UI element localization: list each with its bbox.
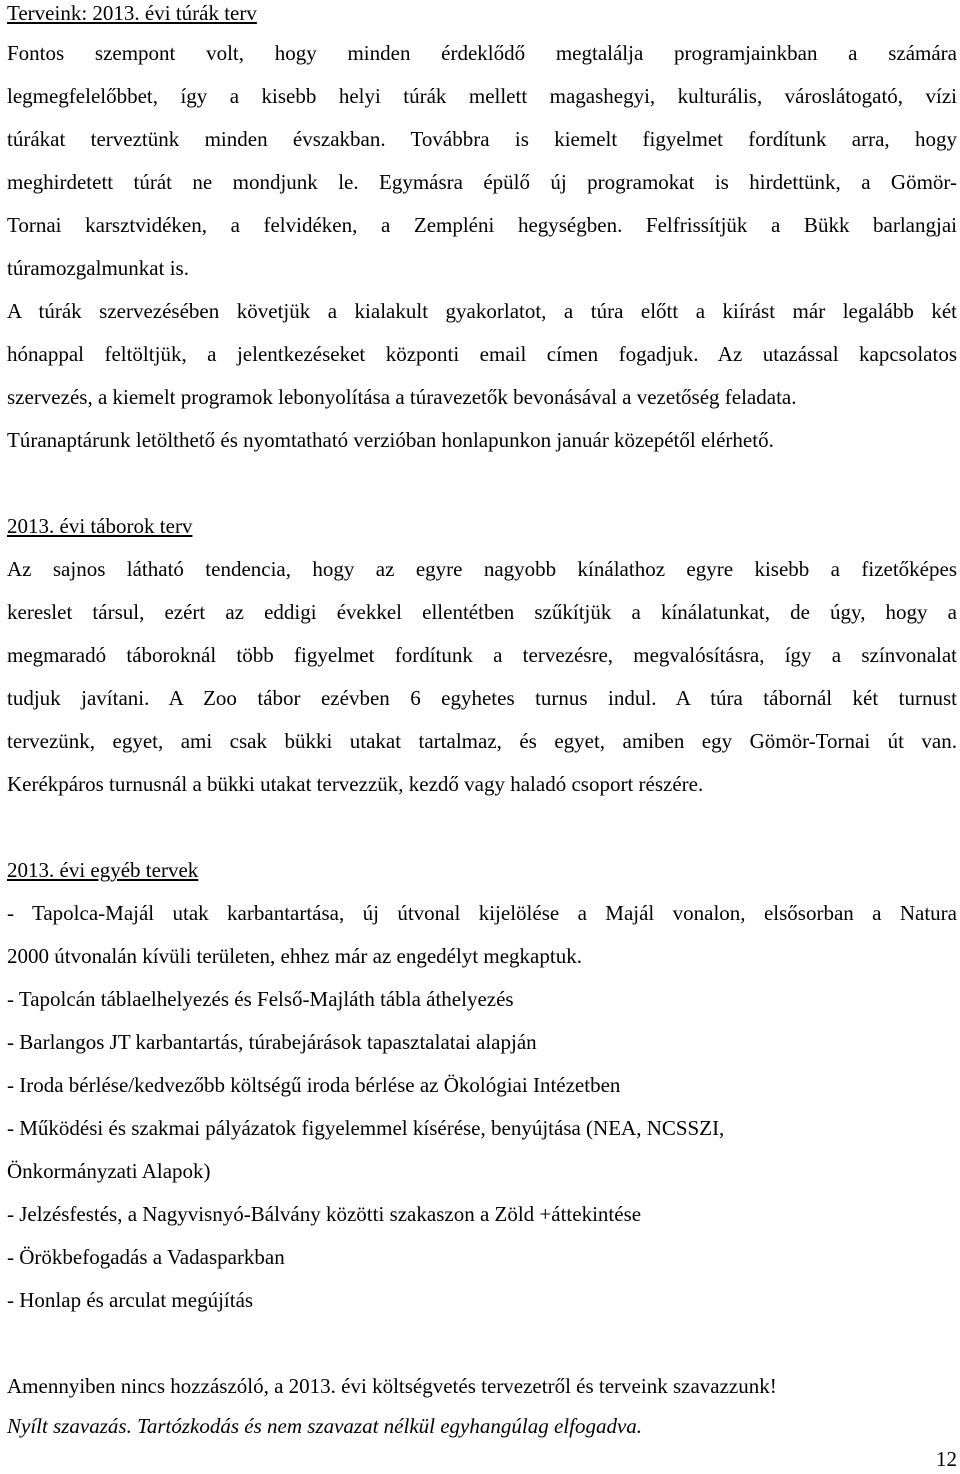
section-title-camps: 2013. évi táborok terv <box>7 514 193 538</box>
paragraph-line: Tornai karsztvidéken, a felvidéken, a Zempléni hegységben. Felfrissítjük a Bükk barlangjai <box>7 213 957 237</box>
list-item-continuation: Önkormányzati Alapok) <box>7 1159 211 1183</box>
paragraph-line: tudjuk javítani. A Zoo tábor ezévben 6 egyhetes turnus indul. A túra tábornál két turnust <box>7 686 957 710</box>
section-title-tours: Terveink: 2013. évi túrák terv <box>7 1 257 25</box>
page-number: 12 <box>936 1447 957 1471</box>
paragraph-line: legmegfelelőbbet, így a kisebb helyi túrák mellett magashegyi, kulturális, városlátogató, vízi <box>7 84 957 108</box>
paragraph-line: túrákat terveztünk minden évszakban. Továbbra is kiemelt figyelmet fordítunk arra, hogy <box>7 127 957 151</box>
paragraph-line: A túrák szervezésében követjük a kialakult gyakorlatot, a túra előtt a kiírást már legalább két <box>7 299 957 323</box>
section-title-other-plans: 2013. évi egyéb tervek <box>7 858 199 882</box>
paragraph-line: Túranaptárunk letölthető és nyomtatható verzióban honlapunkon január közepétől elérhető. <box>7 428 774 452</box>
vote-result: Nyílt szavazás. Tartózkodás és nem szavazat nélkül egyhangúlag elfogadva. <box>7 1414 643 1438</box>
paragraph-line: Fontos szempont volt, hogy minden érdeklődő megtalálja programjainkban a számára <box>7 41 957 65</box>
list-item: - Jelzésfestés, a Nagyvisnyó-Bálvány közötti szakaszon a Zöld +áttekintése <box>7 1202 642 1226</box>
list-item: - Tapolca-Majál utak karbantartása, új útvonal kijelölése a Majál vonalon, elsősorban a Natura <box>7 901 957 925</box>
paragraph-line: Kerékpáros turnusnál a bükki utakat tervezzük, kezdő vagy haladó csoport részére. <box>7 772 704 796</box>
paragraph-line: tervezünk, egyet, ami csak bükki utakat tartalmaz, és egyet, amiben egy Gömör-Tornai út van. <box>7 729 957 753</box>
paragraph-line: Az sajnos látható tendencia, hogy az egyre nagyobb kínálathoz egyre kisebb a fizetőképes <box>7 557 957 581</box>
list-item: - Működési és szakmai pályázatok figyelemmel kísérése, benyújtása (NEA, NCSSZI, <box>7 1116 725 1140</box>
paragraph-line: kereslet társul, ezért az eddigi évekkel ellentétben szűkítjük a kínálatunkat, de úgy, hogy a <box>7 600 957 624</box>
closing-statement: Amennyiben nincs hozzászóló, a 2013. évi költségvetés tervezetről és terveink szavazzunk! <box>7 1374 777 1398</box>
list-item: - Örökbefogadás a Vadasparkban <box>7 1245 285 1269</box>
paragraph-line: szervezés, a kiemelt programok lebonyolítása a túravezetők bevonásával a vezetőség feladata. <box>7 385 797 409</box>
list-item: - Iroda bérlése/kedvezőbb költségű iroda bérlése az Ökológiai Intézetben <box>7 1073 621 1097</box>
list-item: - Honlap és arculat megújítás <box>7 1288 254 1312</box>
paragraph-line: meghirdetett túrát ne mondjunk le. Egymásra épülő új programokat is hirdettünk, a Gömör- <box>7 170 957 194</box>
paragraph-line: hónappal feltöltjük, a jelentkezéseket központi email címen fogadjuk. Az utazással kapcsolatos <box>7 342 957 366</box>
paragraph-line: túramozgalmunkat is. <box>7 256 189 280</box>
list-item-continuation: 2000 útvonalán kívüli területen, ehhez már az engedélyt megkaptuk. <box>7 944 582 968</box>
list-item: - Barlangos JT karbantartás, túrabejárások tapasztalatai alapján <box>7 1030 537 1054</box>
list-item: - Tapolcán táblaelhelyezés és Felső-Majláth tábla áthelyezés <box>7 987 514 1011</box>
paragraph-line: megmaradó táboroknál több figyelmet fordítunk a tervezésre, megvalósításra, így a színvonalat <box>7 643 957 667</box>
